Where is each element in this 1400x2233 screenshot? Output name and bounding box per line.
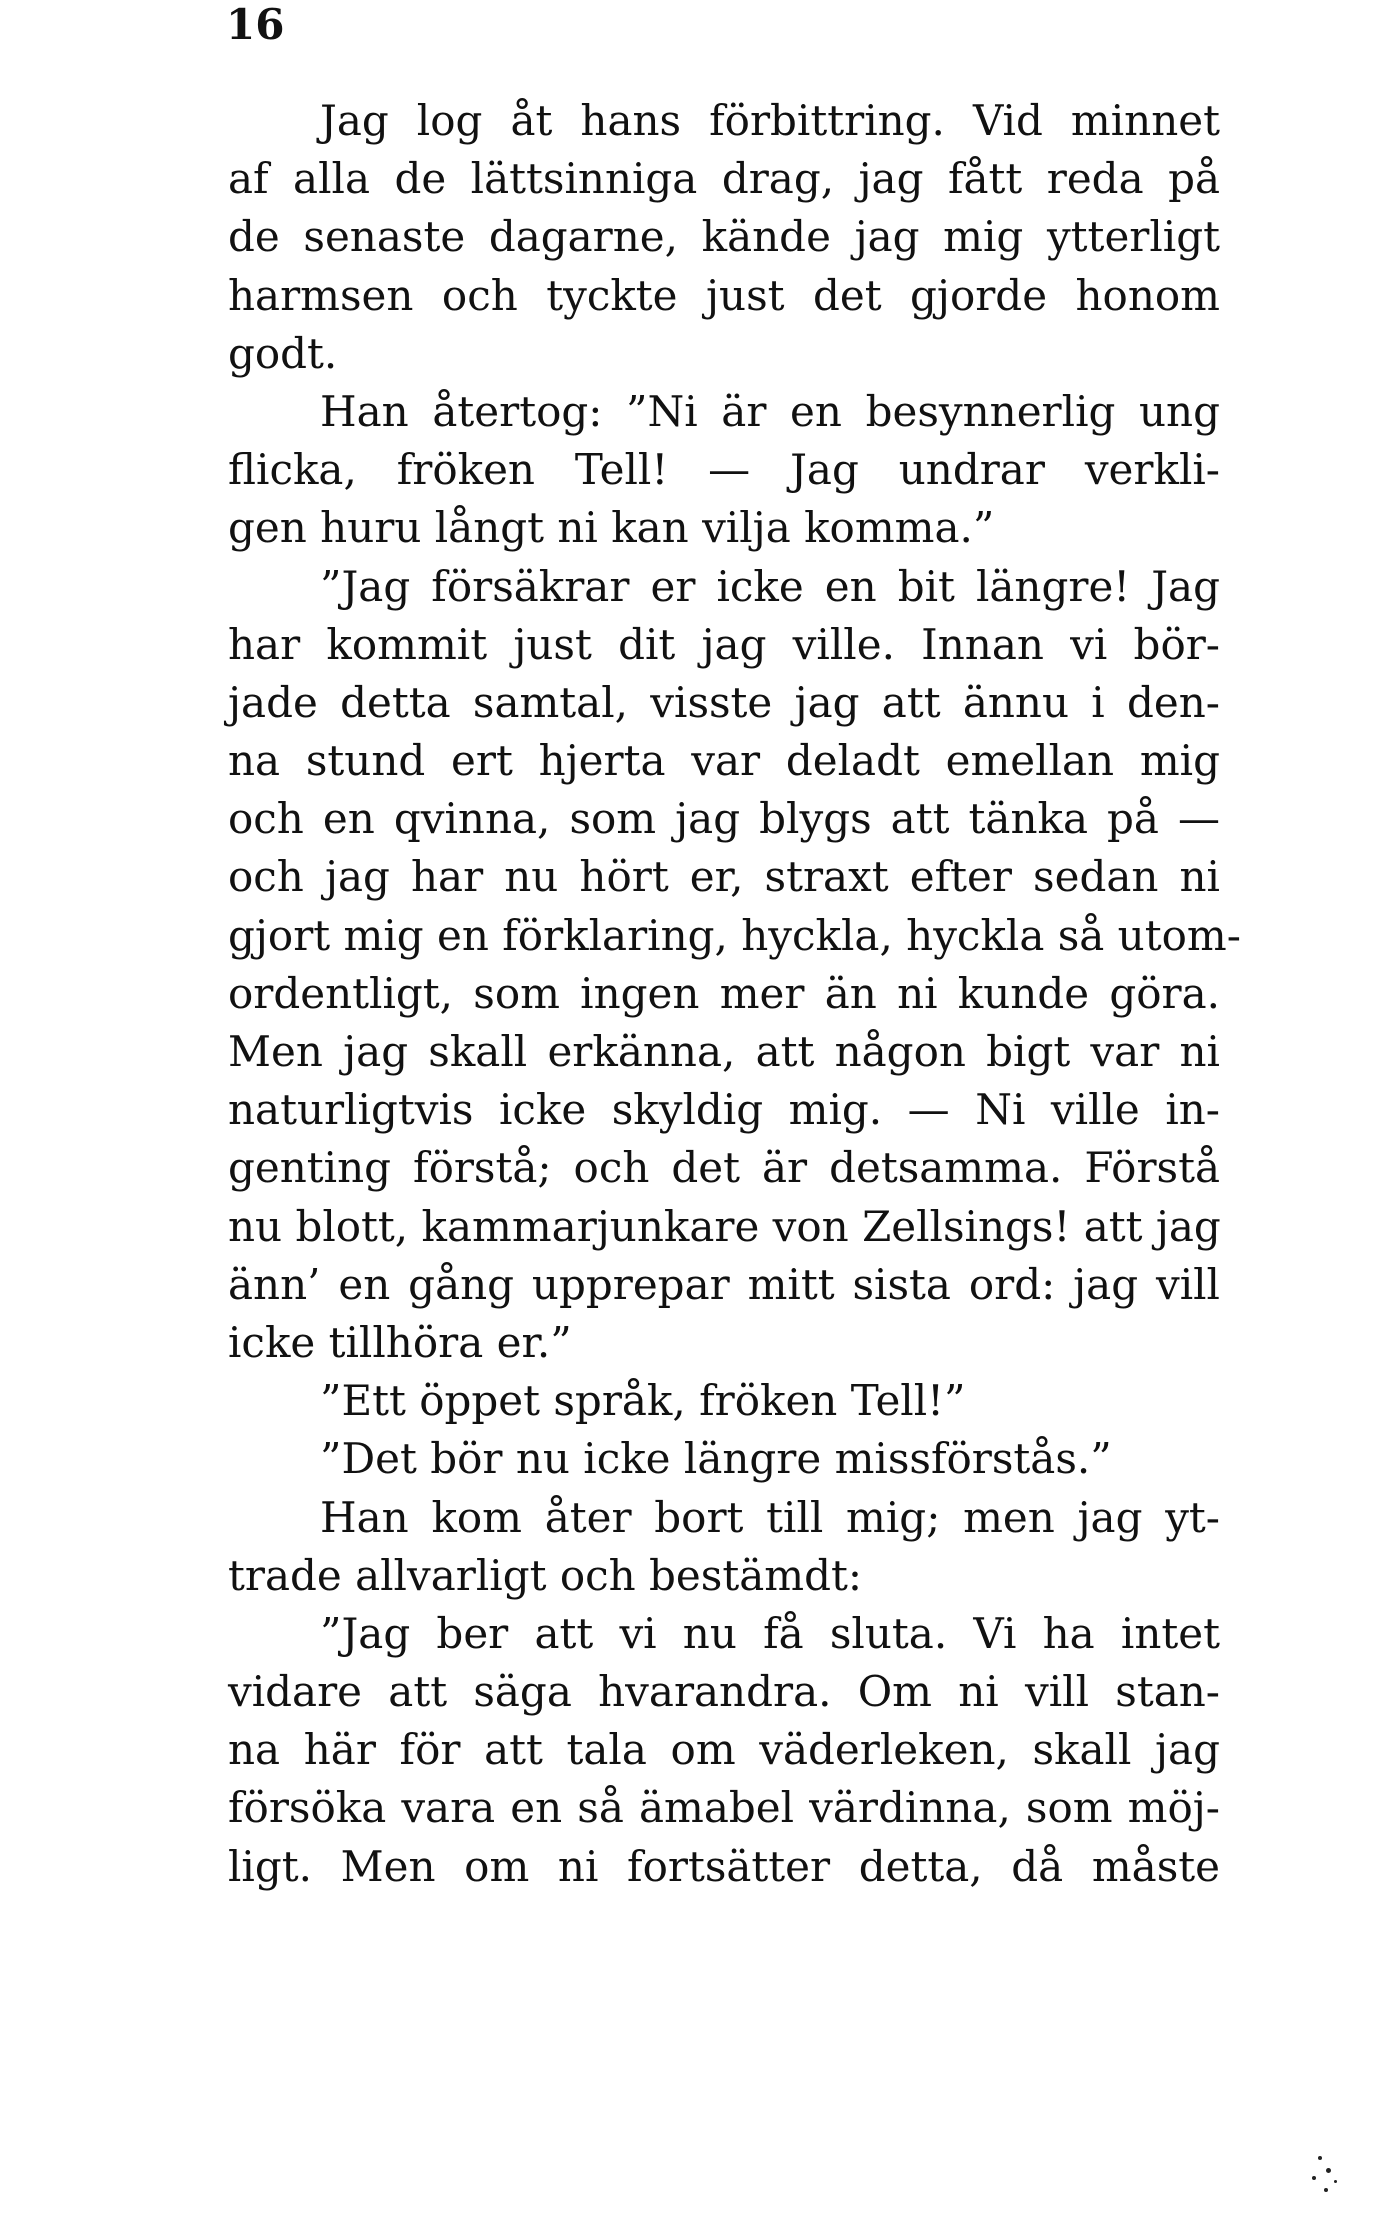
body-text <box>228 92 1241 1896</box>
text-line: försöka vara en så ämabel värdinna, som möj- <box>228 1783 1220 1833</box>
text-line: godt. <box>228 328 338 378</box>
text-line: trade allvarligt och bestämdt: <box>228 1550 862 1600</box>
text-line: ordentligt, som ingen mer än ni kunde göra. <box>228 968 1220 1018</box>
text-line: af alla de lättsinniga drag, jag fått reda på <box>228 154 1220 204</box>
text-line: flicka, fröken Tell! — Jag undrar verkli- <box>228 445 1220 495</box>
ink-specks <box>1300 2150 1360 2200</box>
page-number: 16 <box>226 0 285 49</box>
text-line: Jag log åt hans förbittring. Vid minnet <box>320 96 1220 145</box>
text-line: Han kom åter bort till mig; men jag yt- <box>320 1492 1220 1542</box>
text-line: har kommit just dit jag ville. Innan vi bör- <box>228 619 1220 669</box>
text-line: ”Jag försäkrar er icke en bit längre! Jag <box>320 561 1220 611</box>
text-line: Men jag skall erkänna, att någon bigt var ni <box>228 1027 1220 1076</box>
text-line: vidare att säga hvarandra. Om ni vill stan- <box>228 1667 1220 1717</box>
text-line: de senaste dagarne, kände jag mig ytterligt <box>228 212 1220 262</box>
text-line: na stund ert hjerta var deladt emellan mig <box>228 736 1220 786</box>
text-line: och jag har nu hört er, straxt efter sedan ni <box>228 852 1220 902</box>
text-line: gen huru långt ni kan vilja komma.” <box>228 503 995 553</box>
text-line: naturligtvis icke skyldig mig. — Ni ville in- <box>228 1085 1220 1135</box>
text-line: harmsen och tyckte just det gjorde honom <box>228 270 1220 320</box>
text-line: ”Jag ber att vi nu få sluta. Vi ha intet <box>320 1608 1220 1658</box>
text-line: ”Det bör nu icke längre missförstås.” <box>320 1434 1112 1484</box>
text-line: genting förstå; och det är detsamma. Förstå <box>228 1143 1220 1193</box>
text-line: gjort mig en förklaring, hyckla, hyckla så utom- <box>228 910 1241 960</box>
text-line: jade detta samtal, visste jag att ännu i den- <box>228 677 1220 727</box>
text-line: änn’ en gång upprepar mitt sista ord: jag vill <box>228 1259 1220 1309</box>
text-line: och en qvinna, som jag blygs att tänka på — <box>228 794 1220 844</box>
text-line: na här för att tala om väderleken, skall jag <box>228 1725 1220 1775</box>
text-line: ligt. Men om ni fortsätter detta, då måste <box>228 1841 1220 1891</box>
text-line: nu blott, kammarjunkare von Zellsings! att jag <box>228 1201 1221 1251</box>
text-line: ”Ett öppet språk, fröken Tell!” <box>320 1376 966 1426</box>
text-line: Han återtog: ”Ni är en besynnerlig ung <box>320 386 1220 436</box>
text-line: icke tillhöra er.” <box>228 1317 572 1367</box>
